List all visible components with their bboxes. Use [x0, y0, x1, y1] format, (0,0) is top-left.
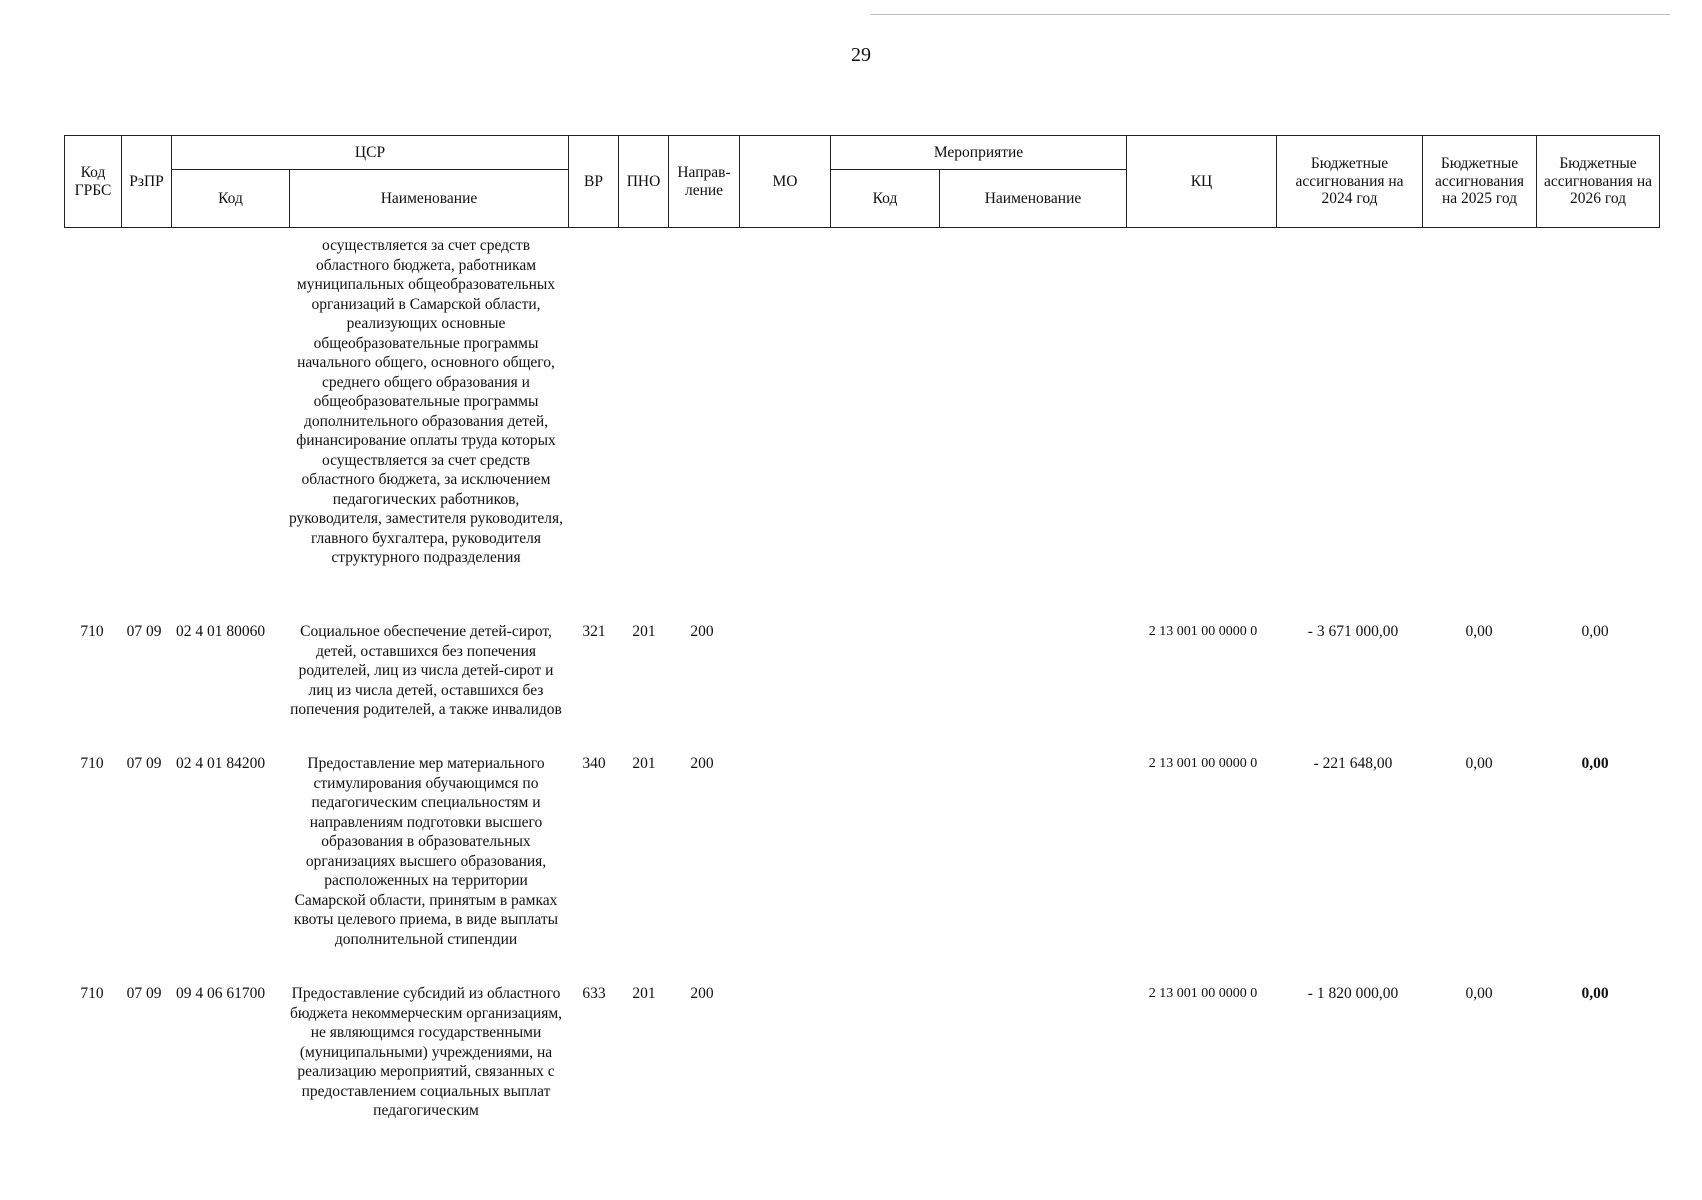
row1-vr: 321: [582, 623, 606, 640]
row1-b2026: 0,00: [1581, 623, 1609, 640]
row2-napr: 200: [690, 755, 714, 772]
row2-b2026: 0,00: [1581, 755, 1609, 772]
row2-kc: 2 13 001 00 0000 0: [1148, 756, 1258, 771]
row2-b2025: 0,00: [1465, 755, 1493, 772]
row2-vr: 340: [582, 755, 606, 772]
row1-napr: 200: [690, 623, 714, 640]
header-kc: КЦ: [1127, 136, 1277, 228]
header-napravlenie: Направ-ление: [669, 136, 740, 228]
row3-vr: 633: [582, 985, 606, 1002]
header-b2026: Бюджетные ассигнования на 2026 год: [1537, 136, 1660, 228]
row3-grbs: 710: [80, 985, 104, 1002]
row2-pno: 201: [632, 755, 656, 772]
header-vr: ВР: [569, 136, 619, 228]
row1-grbs: 710: [80, 623, 104, 640]
continued-name-text: осуществляется за счет средств областного бюджета, работникам муниципальных общеобразовательных организаций в Самарской области, реализующих основные общеобразовательные программы начального общего, основного общего, среднего общего образования и общеобразовательные программы дополнительного образования детей, финансирование оплаты труда которых осуществляется за счет средств областного бюджета, за исключением педагогических работников, руководителя, заместителя руководителя, главного бухгалтера, руководителя структурного подразделения: [288, 237, 564, 566]
table-header: [64, 135, 1660, 228]
header-csr: ЦСР: [172, 136, 569, 170]
page-number: 29: [851, 44, 871, 66]
row3-pno: 201: [632, 985, 656, 1002]
row3-b2025: 0,00: [1465, 985, 1493, 1002]
row3-code: 09 4 06 61700: [176, 985, 266, 1002]
row2-rzpr: 07 09: [126, 755, 162, 772]
row1-kc: 2 13 001 00 0000 0: [1148, 624, 1258, 639]
row3-name: Предоставление субсидий из областного бюджета некоммерческим организациям, не являющимся государственными (муниципальными) учреждениями, на реализацию мероприятий, связанных с предоставлением социальных выплат педагогическим: [289, 985, 563, 1119]
row1-rzpr: 07 09: [126, 623, 162, 640]
header-rzpr: РзПР: [122, 136, 172, 228]
header-pno: ПНО: [619, 136, 669, 228]
header-meropriyatie: Мероприятие: [831, 136, 1127, 170]
header-kod-grbs: Код ГРБС: [65, 136, 122, 228]
header-b2025: Бюджетные ассигнования на 2025 год: [1423, 136, 1537, 228]
row1-name: Социальное обеспечение детей-сирот, детей, оставшихся без попечения родителей, лиц из числа детей-сирот и лиц из числа детей, оставшихся без попечения родителей, а также инвалидов: [290, 623, 562, 718]
row3-b2024: - 1 820 000,00: [1307, 985, 1399, 1002]
header-mer-kod: Код: [831, 170, 940, 228]
row3-b2026: 0,00: [1581, 985, 1609, 1002]
header-b2024: Бюджетные ассигнования на 2024 год: [1277, 136, 1423, 228]
header-mo: МО: [740, 136, 831, 228]
row1-b2025: 0,00: [1465, 623, 1493, 640]
row2-name: Предоставление мер материального стимулирования обучающимся по педагогическим специальностям и направлениям подготовки высшего образования в образовательных организациях высшего образования, расположенных на территории Самарской области, принятым в рамках квоты целевого приема, в виде выплаты дополнительной стипендии: [293, 755, 559, 948]
top-scan-rule: [870, 14, 1670, 15]
row1-pno: 201: [632, 623, 656, 640]
row1-code: 02 4 01 80060: [176, 623, 266, 640]
header-csr-kod: Код: [172, 170, 290, 228]
row1-b2024: - 3 671 000,00: [1307, 623, 1399, 640]
header-csr-name: Наименование: [290, 170, 569, 228]
row2-b2024: - 221 648,00: [1313, 755, 1393, 772]
row2-code: 02 4 01 84200: [176, 755, 266, 772]
row3-rzpr: 07 09: [126, 985, 162, 1002]
row2-grbs: 710: [80, 755, 104, 772]
row3-kc: 2 13 001 00 0000 0: [1148, 986, 1258, 1001]
row3-napr: 200: [690, 985, 714, 1002]
header-mer-name: Наименование: [940, 170, 1127, 228]
